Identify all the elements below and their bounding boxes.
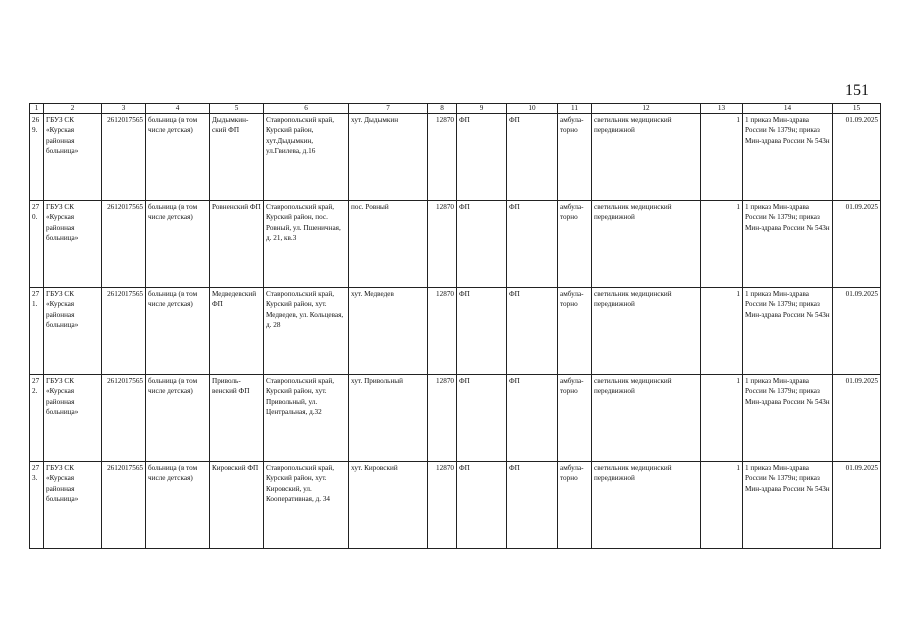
quantity-value-2: 1 bbox=[745, 377, 749, 385]
basis-text: приказ Мин-здрава России № 1379н; приказ Мин-здрава России № 543н bbox=[745, 377, 830, 406]
care-mode-cell: амбула-торно bbox=[558, 462, 592, 549]
page-number: 151 bbox=[845, 82, 869, 99]
facility-type-cell: больница (в том числе детская) bbox=[146, 114, 210, 201]
column-header: 9 bbox=[457, 104, 507, 114]
col9-cell: ФП bbox=[457, 462, 507, 549]
organization-cell: ГБУЗ СК «Курская районная больница» bbox=[44, 462, 102, 549]
code-cell: 12870 bbox=[428, 288, 457, 375]
equipment-cell: светильник медицинский передвижной bbox=[592, 201, 701, 288]
column-header: 8 bbox=[428, 104, 457, 114]
table-row bbox=[30, 201, 881, 288]
locality-cell: хут. Кировский bbox=[349, 462, 428, 549]
row-number-cell: 270. bbox=[30, 201, 44, 288]
quantity-value: 1 bbox=[736, 203, 740, 211]
row-number-cell: 272. bbox=[30, 375, 44, 462]
date-cell: 01.09.2025 bbox=[833, 201, 881, 288]
column-header: 6 bbox=[264, 104, 349, 114]
equipment-cell: светильник медицинский передвижной bbox=[592, 288, 701, 375]
inn-cell: 2612017565 bbox=[102, 462, 146, 549]
column-header: 12 bbox=[592, 104, 701, 114]
row-number-cell: 271. bbox=[30, 288, 44, 375]
quantity-value: 1 bbox=[736, 116, 740, 124]
facility-type-cell: больница (в том числе детская) bbox=[146, 288, 210, 375]
header-row bbox=[30, 104, 881, 114]
quantity-value: 1 bbox=[736, 377, 740, 385]
col9-cell: ФП bbox=[457, 114, 507, 201]
column-header: 3 bbox=[102, 104, 146, 114]
quantity-cell bbox=[701, 375, 743, 462]
table-row bbox=[30, 375, 881, 462]
facility-type-cell: больница (в том числе детская) bbox=[146, 375, 210, 462]
column-header: 7 bbox=[349, 104, 428, 114]
inn-cell: 2612017565 bbox=[102, 288, 146, 375]
address-cell: Ставропольский край, Курский район, хут. Привольный, ул. Центральная, д.32 bbox=[264, 375, 349, 462]
basis-cell bbox=[743, 114, 833, 201]
address-cell: Ставропольский край, Курский район, пос. Ровный, ул. Пшеничная, д. 21, кв.3 bbox=[264, 201, 349, 288]
address-cell: Ставропольский край, Курский район, хут. Кировский, ул. Кооперативная, д. 34 bbox=[264, 462, 349, 549]
code-cell: 12870 bbox=[428, 462, 457, 549]
unit-cell: Приволь-венский ФП bbox=[210, 375, 264, 462]
organization-cell: ГБУЗ СК «Курская районная больница» bbox=[44, 375, 102, 462]
basis-text: приказ Мин-здрава России № 1379н; приказ Мин-здрава России № 543н bbox=[745, 290, 830, 319]
date-cell: 01.09.2025 bbox=[833, 288, 881, 375]
date-cell: 01.09.2025 bbox=[833, 462, 881, 549]
care-mode-cell: амбула-торно bbox=[558, 288, 592, 375]
row-number-cell: 269. bbox=[30, 114, 44, 201]
col10-cell: ФП bbox=[507, 288, 558, 375]
col10-cell: ФП bbox=[507, 114, 558, 201]
locality-cell: хут. Дыдымкин bbox=[349, 114, 428, 201]
code-cell: 12870 bbox=[428, 375, 457, 462]
care-mode-cell: амбула-торно bbox=[558, 201, 592, 288]
locality-cell: хут. Медведев bbox=[349, 288, 428, 375]
quantity-cell bbox=[701, 288, 743, 375]
unit-cell: Дыдымкин-ский ФП bbox=[210, 114, 264, 201]
col10-cell: ФП bbox=[507, 375, 558, 462]
col10-cell: ФП bbox=[507, 462, 558, 549]
col9-cell: ФП bbox=[457, 288, 507, 375]
facility-type-cell: больница (в том числе детская) bbox=[146, 201, 210, 288]
quantity-value-2: 1 bbox=[745, 203, 749, 211]
register-table bbox=[29, 103, 881, 549]
quantity-cell bbox=[701, 462, 743, 549]
facility-type-cell: больница (в том числе детская) bbox=[146, 462, 210, 549]
date-cell: 01.09.2025 bbox=[833, 375, 881, 462]
locality-cell: пос. Ровный bbox=[349, 201, 428, 288]
basis-cell bbox=[743, 201, 833, 288]
code-cell: 12870 bbox=[428, 114, 457, 201]
table-row bbox=[30, 462, 881, 549]
column-header: 11 bbox=[558, 104, 592, 114]
unit-cell: Медведевский ФП bbox=[210, 288, 264, 375]
address-cell: Ставропольский край, Курский район, хут. Медведев, ул. Кольцевая, д. 28 bbox=[264, 288, 349, 375]
quantity-cell bbox=[701, 201, 743, 288]
organization-cell: ГБУЗ СК «Курская районная больница» bbox=[44, 288, 102, 375]
locality-cell: хут. Привольный bbox=[349, 375, 428, 462]
basis-text: приказ Мин-здрава России № 1379н; приказ Мин-здрава России № 543н bbox=[745, 203, 830, 232]
quantity-cell bbox=[701, 114, 743, 201]
column-header: 4 bbox=[146, 104, 210, 114]
unit-cell: Ровненский ФП bbox=[210, 201, 264, 288]
column-header: 5 bbox=[210, 104, 264, 114]
quantity-value: 1 bbox=[736, 464, 740, 472]
organization-cell: ГБУЗ СК «Курская районная больница» bbox=[44, 201, 102, 288]
equipment-cell: светильник медицинский передвижной bbox=[592, 462, 701, 549]
equipment-cell: светильник медицинский передвижной bbox=[592, 114, 701, 201]
basis-cell bbox=[743, 288, 833, 375]
basis-cell bbox=[743, 462, 833, 549]
col9-cell: ФП bbox=[457, 201, 507, 288]
quantity-value-2: 1 bbox=[745, 116, 749, 124]
inn-cell: 2612017565 bbox=[102, 375, 146, 462]
table-row bbox=[30, 114, 881, 201]
date-cell: 01.09.2025 bbox=[833, 114, 881, 201]
quantity-value-2: 1 bbox=[745, 464, 749, 472]
col9-cell: ФП bbox=[457, 375, 507, 462]
table-row bbox=[30, 288, 881, 375]
care-mode-cell: амбула-торно bbox=[558, 114, 592, 201]
column-header: 13 bbox=[701, 104, 743, 114]
basis-text: приказ Мин-здрава России № 1379н; приказ Мин-здрава России № 543н bbox=[745, 116, 830, 145]
basis-cell bbox=[743, 375, 833, 462]
col10-cell: ФП bbox=[507, 201, 558, 288]
basis-text: приказ Мин-здрава России № 1379н; приказ Мин-здрава России № 543н bbox=[745, 464, 830, 493]
column-header: 14 bbox=[743, 104, 833, 114]
organization-cell: ГБУЗ СК «Курская районная больница» bbox=[44, 114, 102, 201]
quantity-value-2: 1 bbox=[745, 290, 749, 298]
unit-cell: Кировский ФП bbox=[210, 462, 264, 549]
quantity-value: 1 bbox=[736, 290, 740, 298]
code-cell: 12870 bbox=[428, 201, 457, 288]
column-header: 1 bbox=[30, 104, 44, 114]
inn-cell: 2612017565 bbox=[102, 201, 146, 288]
column-header: 15 bbox=[833, 104, 881, 114]
inn-cell: 2612017565 bbox=[102, 114, 146, 201]
address-cell: Ставропольский край, Курский район, хут.Дыдымкин, ул.Гвилева, д.16 bbox=[264, 114, 349, 201]
column-header: 2 bbox=[44, 104, 102, 114]
column-header: 10 bbox=[507, 104, 558, 114]
care-mode-cell: амбула-торно bbox=[558, 375, 592, 462]
equipment-cell: светильник медицинский передвижной bbox=[592, 375, 701, 462]
row-number-cell: 273. bbox=[30, 462, 44, 549]
